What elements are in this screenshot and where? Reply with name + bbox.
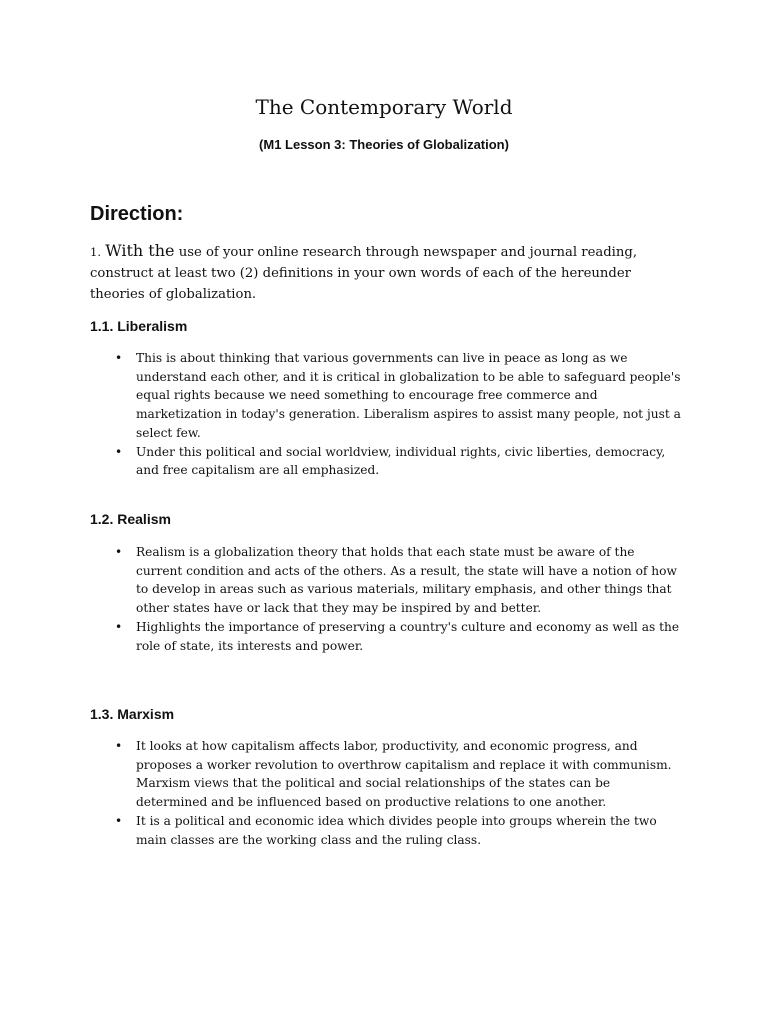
bullet-list-marxism	[113, 737, 683, 849]
bullet-list-liberalism	[113, 349, 683, 480]
bullet-icon: •	[115, 739, 123, 753]
bullet-icon: •	[115, 813, 123, 828]
bullet-text: Under this political and social worldview, individual rights, civic liberties, democracy, and free capitalism are all emphasized.	[136, 444, 666, 478]
bullet-text: This is about thinking that various governments can live in peace as long as we understand each other, and it is critical in globalization to be able to safeguard people's equal rights because we need something to encourage free commerce and marketization in today's generation. Liberalism aspires to assist many people, not just a select few.	[136, 351, 681, 440]
intro-paragraph	[90, 240, 650, 305]
bullet-icon: •	[115, 545, 123, 559]
document-subtitle: (M1 Lesson 3: Theories of Globalization)	[259, 137, 509, 152]
list-item	[113, 443, 683, 480]
document-title: The Contemporary World	[255, 95, 513, 119]
list-item	[113, 349, 683, 443]
bullet-icon: •	[115, 444, 123, 459]
bullet-icon: •	[115, 619, 123, 634]
bullet-text: Highlights the importance of preserving a country's culture and economy as well as the role of state, its interests and power.	[136, 619, 680, 653]
bullet-list-realism	[113, 543, 683, 655]
list-item	[113, 543, 683, 618]
list-item	[113, 618, 683, 655]
section-heading-realism: 1.2. Realism	[90, 511, 171, 527]
list-item	[113, 737, 683, 812]
intro-number: 1.	[90, 245, 101, 259]
bullet-text: It is a political and economic idea which divides people into groups wherein the two main classes are the working class and the ruling class.	[136, 813, 657, 847]
section-heading-liberalism: 1.1. Liberalism	[90, 318, 188, 334]
bullet-text: Realism is a globalization theory that holds that each state must be aware of the current condition and acts of the others. As a result, the state will have a notion of how to develop in areas such as various materials, military emphasis, and other things that other states have or lack that they may be inspired by and better.	[136, 545, 677, 616]
bullet-text: It looks at how capitalism affects labor, productivity, and economic progress, and proposes a worker revolution to overthrow capitalism and replace it with communism. Marxism views that the political and social relationships of the states can be determined and be influenced based on productive relations to one another.	[136, 739, 672, 810]
direction-heading: Direction:	[90, 203, 184, 225]
bullet-icon: •	[115, 351, 123, 365]
intro-text: use of your online research through newspaper and journal reading, construct at least two (2) definitions in your own words of each of the hereunder theories of globalization.	[90, 245, 638, 302]
intro-lead: With the	[105, 241, 175, 260]
section-heading-marxism: 1.3. Marxism	[90, 706, 175, 722]
list-item	[113, 812, 683, 849]
